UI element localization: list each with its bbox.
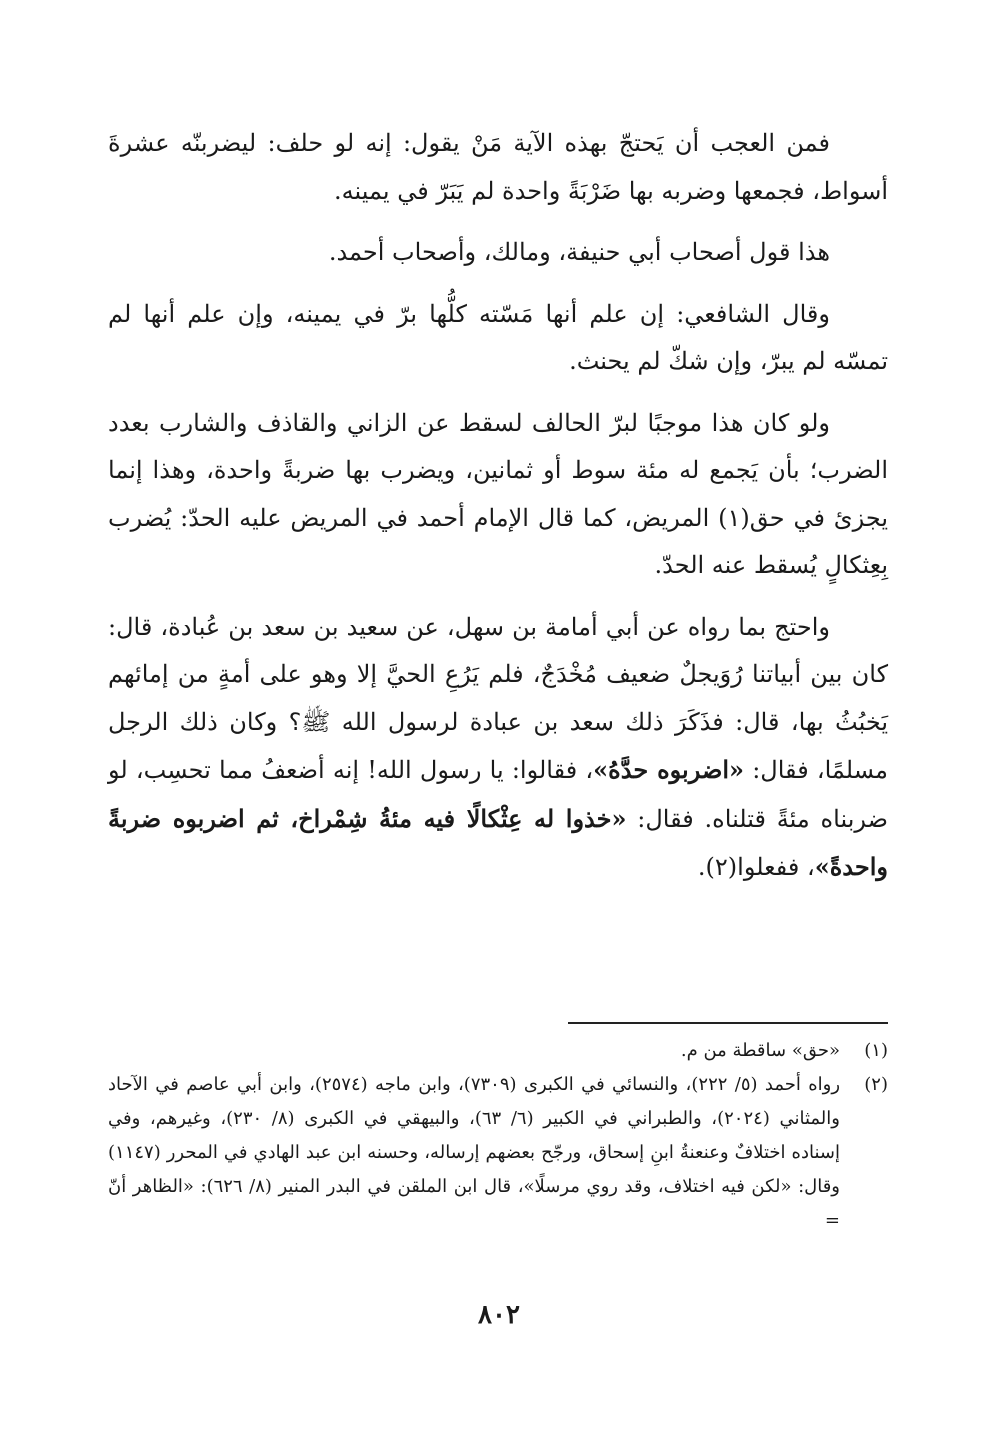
footnotes [108,1034,888,1238]
paragraph-5-part3: ، ففعلوا(٢). [697,853,815,881]
footnote-2-text: رواه أحمد (٥/ ٢٢٢)، والنسائي في الكبرى (٧٣٠٩)، وابن ماجه (٢٥٧٤)، وابن أبي عاصم في الآحاد والمثاني (٢٠٢٤)، والطبراني في الكبير (٦/ ٦٣)، والبيهقي في الكبرى (٨/ ٢٣٠)، وغيرهم، وفي إسناده اختلافٌ وعنعنةُ ابنِ إسحاق، ورجّح بعضهم إرساله، وحسنه ابن عبد الهادي في المحرر (١١٤٧) وقال: «لكن فيه اختلاف، وقد روي مرسلًا»، قال ابن الملقن في البدر المنير (٨/ ٦٢٦): «الظاهر أنّ = [108,1074,841,1231]
paragraph-5 [108,604,888,892]
page-number: ٨٠٢ [478,1300,520,1330]
paragraph-1: فمن العجب أن يَحتجّ بهذه الآية مَنْ يقول: إنه لو حلف: ليضربنّه عشرةَ أسواط، فجمعها وضربه بها ضَرْبَةً واحدة لم يَبَرّ في يمينه. [108,129,888,205]
paragraph-5-part1: واحتج بما رواه عن أبي أمامة بن سهل، عن سعيد بن سعد بن عُبادة، قال: كان بين أبياتنا رُوَيجلٌ ضعيف مُخْدَجٌ، فلم يَرُعِ الحيَّ إلا وهو على أمةٍ من إمائهم يَخبُثُ بها، قال: فذَكَرَ ذلك سعد بن عبادة لرسول الله ﷺ؟ وكان ذلك الرجل مسلمًا، فقال: [108,612,889,784]
paragraph-2: هذا قول أصحاب أبي حنيفة، ومالك، وأصحاب أحمد. [328,238,830,266]
hadith-quote-1: «اضربوه حدَّهُ» [593,755,745,784]
hadith-quote-2: «خذوا له عِثْكالًا فيه مئةُ شِمْراخ، ثم اضربوه ضربةً واحدةً» [108,803,888,881]
footnote-1 [108,1034,888,1068]
footnote-1-text: «حق» ساقطة من م. [680,1040,840,1061]
paragraph-4: ولو كان هذا موجبًا لبرّ الحالف لسقط عن الزاني والقاذف والشارب بعدد الضرب؛ بأن يَجمع له مئة سوط أو ثمانين، ويضرب بها ضربةً واحدة، وهذا إنما يجزئ في حق(١) المريض، كما قال الإمام أحمد في المريض عليه الحدّ: يُضرب بِعِثكالٍ يُسقط عنه الحدّ. [108,408,888,579]
footnote-2-number: (٢) [864,1074,888,1095]
main-text [108,120,888,906]
footnote-2 [108,1068,888,1238]
footnote-separator [568,1022,888,1024]
footnote-1-number: (١) [864,1040,888,1061]
paragraph-5-part2: ، فقالوا: يا رسول الله! إنه أضعفُ مما تحسِب، لو ضربناه مئةً قتلناه. فقال: [108,756,888,833]
paragraph-3: وقال الشافعي: إن علم أنها مَسّته كلُّها برّ في يمينه، وإن علم أنها لم تمسّه لم يبرّ، وإن شكّ لم يحنث. [108,299,888,375]
